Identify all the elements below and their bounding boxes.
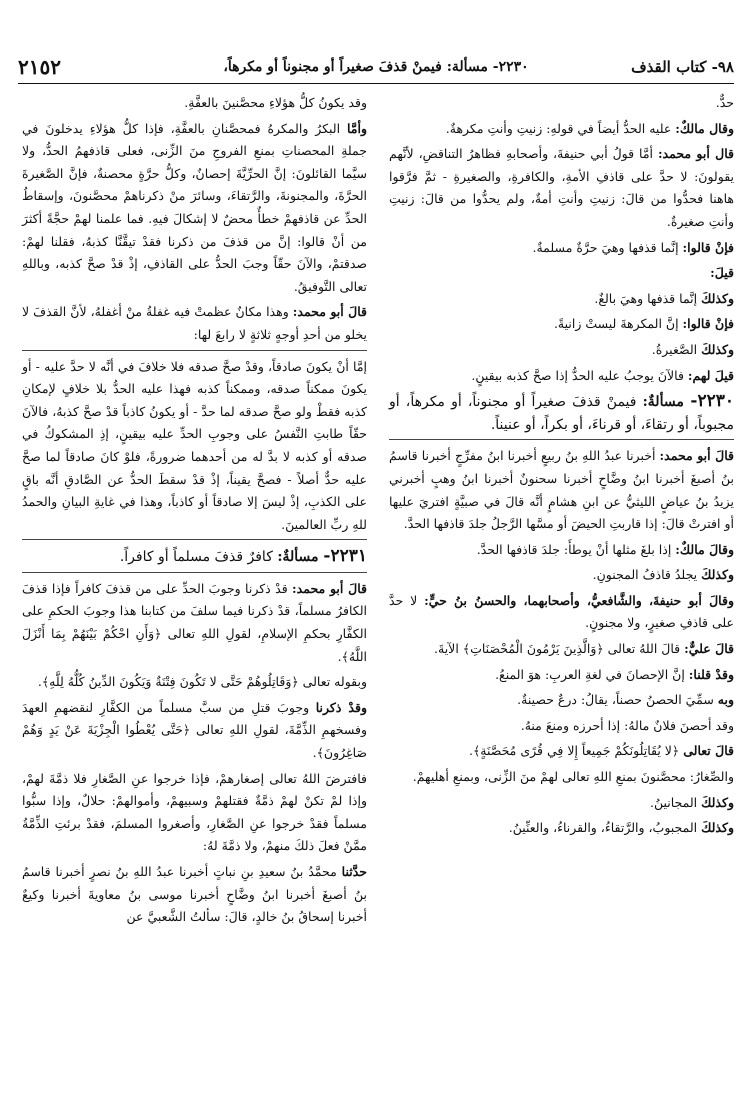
paragraph-text: وقد أحصنَ فلانٌ مالهُ: إذا أحرزه ومنعَ منهُ. [520, 717, 734, 733]
paragraph-text: البكرُ والمكرهُ فمحصَّنانِ بالعفَّةِ، فإذا كلُّ هؤلاءِ يدخلونَ في جملةِ المحصناتِ بمنعِ الفروجِ منَ الزِّنى، فعلى قاذفهمُ الحدُّ، ولا سيَّما القائلونَ: إنَّ الحرِّيَّةَ إحصانٌ، وكلُّ حرَّةٍ محصنةٌ، فإنَّ الصَّغيرةَ الحرَّةَ، والمجنونةَ، والرَّتقاءَ، وسائرَ منْ ذكرناهمْ محصَّنونَ، وإسقاطُ الحدِّ عن قاذفهمْ خطأٌ محضٌ لا إشكالَ فيهِ. فما علمنا لهمْ حجَّةً أكثرَ من أنْ قالوا: إنَّ من قذفَ من ذكرنا فقدْ تيقَّنَّا كذبهُ، فقلنا لهمْ: صدقتمْ، والآنَ حقّاً وجبَ الحدُّ على القاذفِ، إذْ قدْ صحَّ كذبه، وباللهِ تعالى التَّوفيقُ. [22, 120, 367, 294]
paragraph-text: المجبوبُ، والرَّتقاءُ، والقرناءُ، والعنِّينُ. [508, 820, 702, 836]
paragraph [389, 445, 734, 535]
paragraph [22, 118, 367, 299]
paragraph-text: عليه الحدُّ أيضاً في قولهِ: زنيتِ وأنتِ مكرهةٌ. [445, 120, 676, 136]
issue-title: فيمنْ قذفَ صغيراً أو مجنوناً، أو مكرهاً، أو مجبوباً، أو رتقاءَ، أو قرناءَ، أو بكراً، أو عنيناً. [389, 394, 734, 433]
paragraph-text: سمِّيَ الحصنُ حصناً، يقالُ: درعٌ حصينةٌ. [517, 692, 718, 708]
paragraph-lead: قالَ أبو محمد: [292, 580, 367, 596]
paragraph [389, 564, 734, 587]
paragraph [22, 578, 367, 668]
issue-2230-heading [389, 390, 734, 436]
paragraph-text: وبقوله تعالى ﴿وَقَاتِلُوهُمْ حَتَّى لا تَكُونَ فِتْنَةٌ وَيَكُونَ الدِّينُ كُلُّهُ لِلَّهِ﴾. [37, 674, 367, 690]
paragraph-lead: وكذلكَ [701, 820, 734, 836]
divider [22, 539, 367, 540]
paragraph [22, 92, 367, 115]
paragraph [389, 262, 734, 285]
paragraph [389, 365, 734, 388]
paragraph [389, 143, 734, 233]
divider [22, 350, 367, 351]
header-rule [18, 83, 734, 84]
paragraph [389, 590, 734, 635]
left-column-part-2 [22, 356, 367, 537]
paragraph-lead: وقالَ أبو حنيفةَ، والشَّافعيُّ، وأصحابهما، والحسنُ بنُ حيٍّ: [424, 592, 734, 608]
section-title: ٢٢٣٠- مسألة: فيمنْ قذفَ صغيراً أو مجنوناً أو مكرهاً، [223, 59, 529, 75]
paragraph [22, 861, 367, 929]
paragraph [389, 288, 734, 311]
paragraph [389, 638, 734, 661]
paragraph-text: يجلدُ قاذفُ المجنونِ. [592, 567, 702, 583]
right-column [389, 92, 734, 843]
paragraph-text: إنَّ الإحصانَ في لغةِ العربِ: هوَ المنعُ. [495, 666, 689, 682]
paragraph [389, 766, 734, 789]
paragraph-lead: وقال مالكٌ: [675, 120, 734, 136]
paragraph-lead: قال أبو محمد: [657, 146, 734, 162]
paragraph [22, 671, 367, 694]
issue-label: مسألةٌ: [277, 549, 319, 566]
page-number: ٢١٥٢ [18, 55, 61, 79]
paragraph-text: إذا بلغَ مثلها أنْ يوطأَ: جلدَ قاذفها الحدَّ. [476, 541, 676, 557]
issue-number: ٢٢٣١- [323, 546, 367, 567]
paragraph-text: ﴿لا يُقَاتِلُونَكُمْ جَمِيعاً إِلا فِي قُرًى مُحَصَّنَةٍ﴾. [468, 743, 684, 759]
paragraph-lead: وأمَّا [346, 120, 367, 136]
paragraph-lead: وكذلكَ [701, 341, 734, 357]
paragraph-text: أخبرنا عبدُ اللهِ بنُ ربيعٍ أخبرنا ابنُ مفرِّجٍ أخبرنا قاسمُ بنُ أصبغَ أخبرنا ابنُ وضَّاحٍ أخبرنا سحنونٌ أخبرنا ابنُ وهبٍ أخبرني يزيدُ بنُ عياضٍ الليثيُّ عن ابنِ هشامٍ أنَّه قالَ في صبيَّةٍ افتريَ عليها أو افترتْ قالَ: إذا قاربتِ الحيضَ أو مسَّها الرَّجلُ جلدَ قاذفها الحدَّ. [389, 448, 734, 532]
paragraph-text: وقد يكونُ كلُّ هؤلاءِ محصَّنينَ بالعفَّةِ. [184, 95, 367, 110]
page-header [18, 52, 734, 82]
paragraph [389, 339, 734, 362]
book-title: ٩٨- كتاب القذف [631, 58, 734, 76]
paragraph [389, 715, 734, 738]
divider [22, 572, 367, 573]
paragraph [389, 689, 734, 712]
paragraph-lead: قالَ عليٌّ: [684, 641, 734, 657]
paragraph-text: قدْ ذكرنا وجوبَ الحدِّ على من قذفَ كافراً فإذا قذفَ الكافرُ مسلماً، قدْ ذكرنا فيما سلفَ من كتابنا هذا وجوبَ الحكمِ على الكفَّارِ بحكمِ الإسلامِ، لقولِ اللهِ تعالى ﴿وَأَنِ احْكُمْ بَيْنَهُمْ بِمَا أَنْزَلَ اللَّهُ﴾. [22, 580, 367, 664]
paragraph-text: وهذا مكانٌ عظمتْ فيه غفلةُ منْ أغفلهُ، لأنَّ القذفَ لا يخلو من أحدِ أوجهٍ ثلاثةٍ لا رابعَ لها: [22, 304, 367, 342]
paragraph-lead: قيلَ لهم: [687, 367, 734, 383]
paragraph [389, 237, 734, 260]
left-column-part-1 [22, 92, 367, 347]
left-column [22, 92, 367, 932]
paragraph-lead: وبه [717, 692, 734, 708]
paragraph [22, 768, 367, 858]
paragraph [389, 313, 734, 336]
paragraph-lead: وكذلكَ [701, 290, 734, 306]
issue-label: مسألةٌ: [642, 394, 684, 411]
paragraph-text: قالَ اللهُ تعالى ﴿وَالَّذِينَ يَرْمُونَ الْمُحْصَنَاتِ﴾ الآيةَ. [434, 641, 685, 657]
paragraph-lead: قيلَ: [710, 265, 734, 281]
paragraph [389, 92, 734, 115]
paragraph [22, 356, 367, 537]
paragraph-lead: حدَّثنا [341, 864, 367, 879]
paragraph-text: إنَّما قذفها وهيَ بالغٌ. [594, 290, 702, 306]
issue-number: ٢٢٣٠- [690, 391, 734, 412]
right-column-part-2 [389, 445, 734, 840]
paragraph-text: إنَّما قذفها وهيَ حرَّةٌ مسلمةٌ. [532, 239, 683, 255]
paragraph-text: محمَّدُ بنُ سعيدِ بنِ نباتٍ أخبرنا عبدُ اللهِ بنُ نصرٍ أخبرنا قاسمُ بنُ أصبغَ أخبرنا ابنُ وضَّاحٍ أخبرنا موسى بنُ معاويةَ أخبرنا وكيعٌ أخبرنا إسحاقُ بنُ خالدٍ، قالَ: سألتُ الشَّعبيَّ عن [22, 864, 367, 925]
paragraph-lead: وكذلكَ [701, 794, 734, 810]
paragraph [389, 792, 734, 815]
paragraph-lead: قالَ أبو محمد: [659, 448, 734, 464]
paragraph [22, 301, 367, 346]
paragraph-lead: قالَ تعالى [683, 743, 734, 759]
paragraph-text: حدٌّ. [715, 95, 734, 110]
paragraph [389, 817, 734, 840]
paragraph-text: أمَّا قولُ أبي حنيفةَ، وأصحابهِ فظاهرُ التناقضِ، لأنَّهم يقولونَ: لا حدَّ على قاذفِ الأمةِ، والكافرةِ، والصغيرةِ - ثمَّ فرَّقوا هاهنا فحدُّوا من قالَ: زنيتِ وأنتِ أمةٌ، ولم يحدُّوا من قالَ: زنيتِ وأنتِ صغيرةٌ. [389, 146, 734, 229]
paragraph-lead: وقالَ مالكٌ: [675, 541, 734, 557]
paragraph-text: المجانينُ. [649, 794, 702, 810]
paragraph-lead: فإنْ قالوا: [682, 316, 734, 332]
paragraph-lead: وقدْ قلنا: [688, 666, 734, 682]
paragraph [389, 664, 734, 687]
paragraph-lead: قالَ أبو محمد: [292, 304, 367, 320]
divider [389, 439, 734, 440]
paragraph-lead: وقدْ ذكرنا [315, 699, 367, 715]
paragraph-lead: وكذلكَ [701, 567, 734, 583]
paragraph-text: إنَّ المكرهةَ ليستْ زانيةً. [553, 316, 683, 332]
issue-title: كافرٌ قذفَ مسلماً أو كافراً. [119, 549, 278, 566]
paragraph [389, 539, 734, 562]
paragraph-text: والصِّغارُ: محصَّنونَ بمنعِ اللهِ تعالى لهمْ منَ الزِّنى، وبمنعِ أهليهمْ. [412, 769, 734, 785]
paragraph-text: الصَّغيرةُ. [651, 341, 702, 357]
issue-2231-heading [22, 545, 367, 569]
paragraph [389, 740, 734, 763]
paragraph-text: فالآنَ يوجبُ عليه الحدُّ إذا صحَّ كذبه بيقينٍ. [471, 367, 688, 383]
left-column-part-3 [22, 578, 367, 929]
paragraph-text: وجوبَ قتلِ من سبَّ مسلماً من الكفَّارِ لنقضهمِ العهدَ وفسخهمِ الذِّمَّةَ، لقولِ اللهِ تعالى ﴿حَتَّى يُعْطُوا الْجِزْيَةَ عَنْ يَدٍ وَهُمْ صَاغِرُونَ﴾. [22, 699, 367, 761]
paragraph-text: فافترضَ اللهُ تعالى إصغارهمْ، فإذا خرجوا عنِ الصَّغارِ فلا ذمَّةَ لهمْ، وإذا لمْ تكنْ لهمْ ذمَّةٌ فقتلهمْ وسبيهمْ، وأموالهمْ: حلالٌ، وإذا سبُّوا مسلماً فقدْ خرجوا عنِ الصَّغارِ، وأصغروا المسلمَ، فقدْ برئتِ الذِّمَّةُ ممَّنْ فعلَ ذلكَ منهمْ، ولا ذمَّةَ لهُ: [22, 770, 367, 854]
right-column-part-1 [389, 92, 734, 387]
paragraph-lead: فإنْ قالوا: [682, 239, 734, 255]
paragraph-text: لا حدَّ على قاذفِ صغيرٍ، ولا مجنونٍ. [389, 592, 734, 631]
paragraph [389, 118, 734, 141]
paragraph [22, 697, 367, 765]
paragraph-text: إمَّا أنْ يكونَ صادقاً، وقدْ صحَّ صدقه فلا خلافَ في أنَّه لا حدَّ عليه - أو يكونَ ممكناً صدقه، وممكناً كذبه فهذا عليه الحدُّ بلا خلافٍ لإمكانِ كذبه فقطْ ولو صحَّ صدقه لما حدَّ - أو يكونُ كاذباً قدْ صحَّ كذبهُ، فالآنَ حقّاً طابتِ النَّفسُ على وجوبِ الحدِّ عليه بيقينٍ، إذِ المشكوكُ في صدقه أو كذبه لا بدَّ له من أحدهما ضرورةً، فلوْ كانَ صادقاً لما صحَّ عليه حدٌّ أصلاً - فصحَّ يقيناً، إذْ قدْ سقطَ الحدُّ عن الصَّادقِ أنَّه باقٍ على الكذبِ، إذْ ليسَ إلا صادقاً أو كاذباً، وهذا في غايةِ البيانِ والحمدُ للهِ ربِّ العالمينَ. [22, 358, 367, 532]
